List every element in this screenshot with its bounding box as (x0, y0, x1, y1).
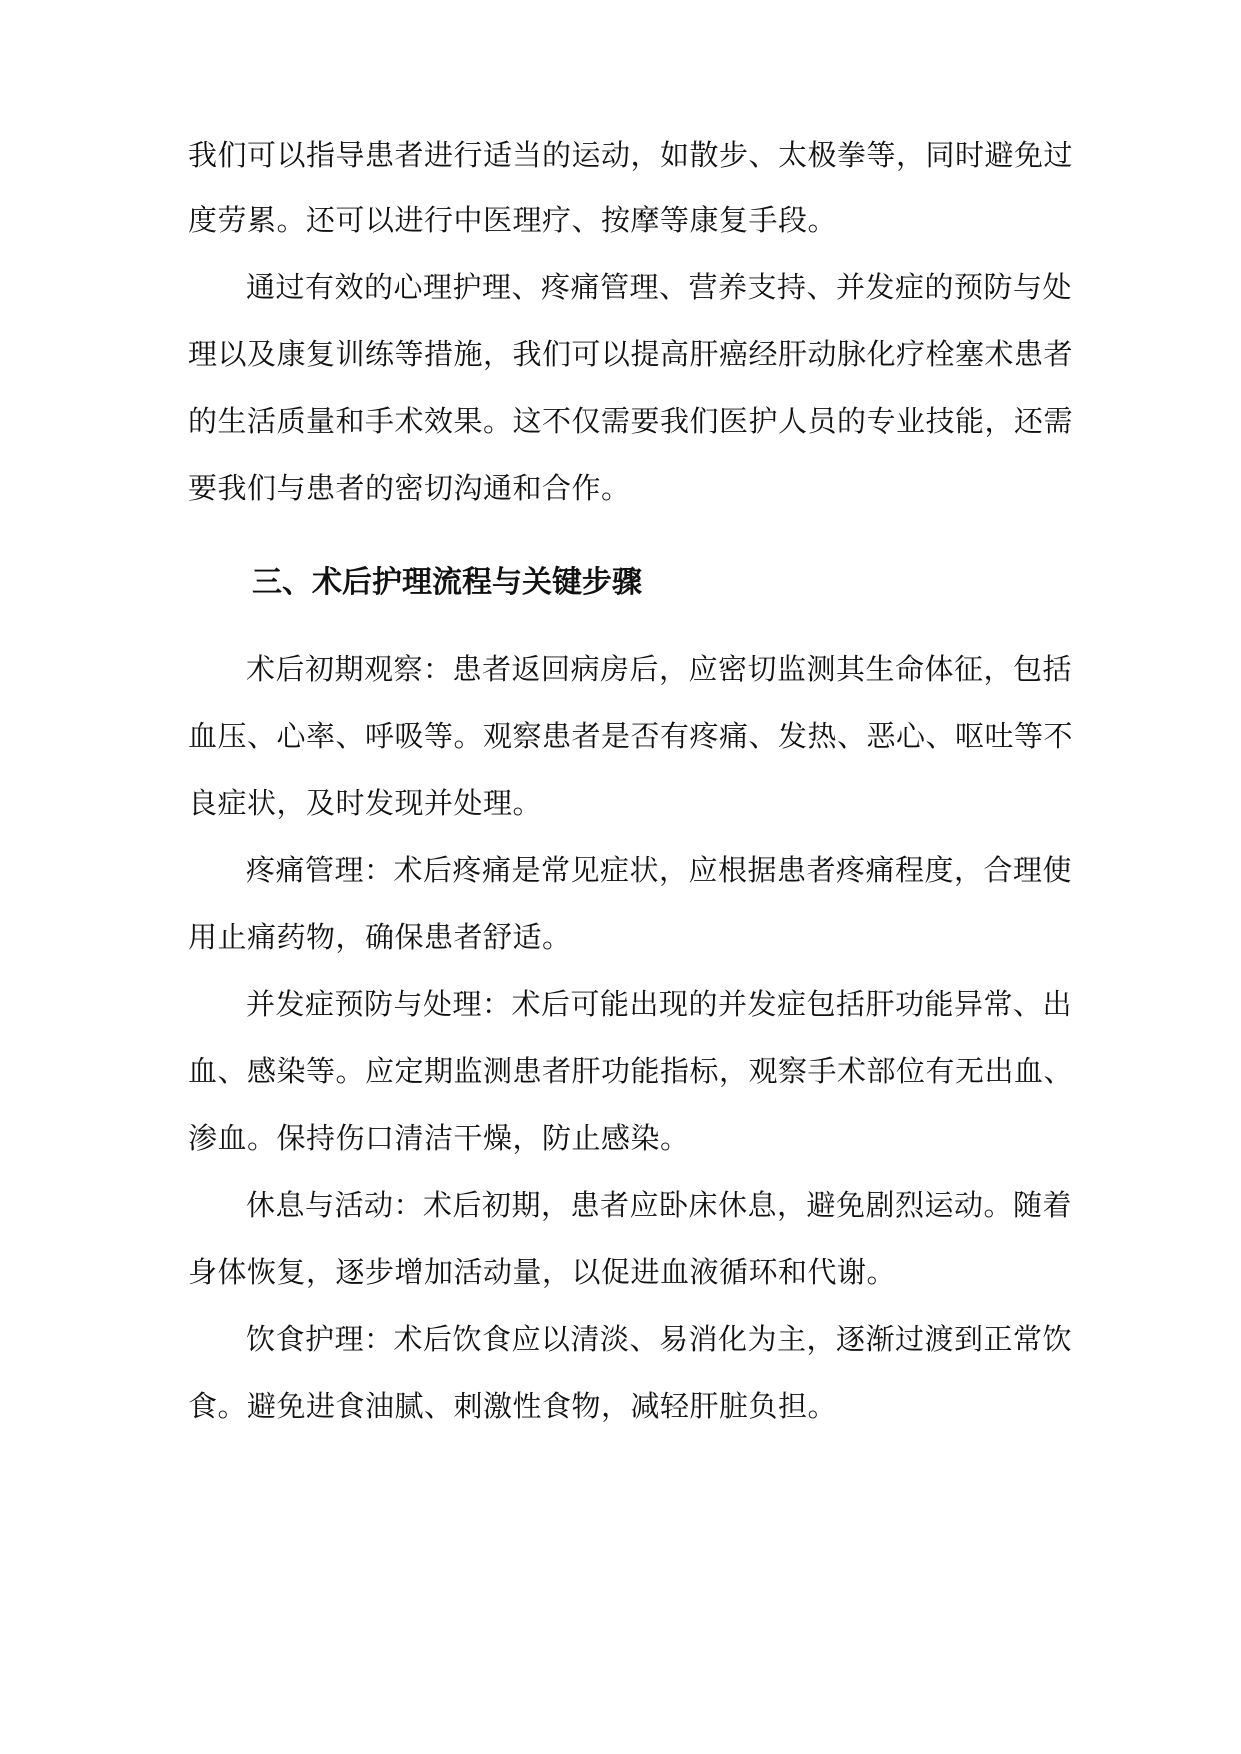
paragraph-line: 理以及康复训练等措施，我们可以提高肝癌经肝动脉化疗栓塞术患者 (188, 337, 1074, 371)
paragraph-line: 休息与活动：术后初期，患者应卧床休息，避免剧烈运动。随着 (246, 1188, 1073, 1222)
paragraph-line: 并发症预防与处理：术后可能出现的并发症包括肝功能异常、出 (246, 987, 1073, 1021)
paragraph-line: 我们可以指导患者进行适当的运动，如散步、太极拳等，同时避免过 (188, 138, 1074, 172)
paragraph-line: 良症状，及时发现并处理。 (188, 786, 543, 820)
section-heading: 三、术后护理流程与关键步骤 (252, 565, 642, 600)
paragraph-line: 术后初期观察：患者返回病房后，应密切监测其生命体征，包括 (246, 652, 1073, 686)
paragraph-line: 要我们与患者的密切沟通和合作。 (188, 471, 631, 505)
paragraph-line: 血压、心率、呼吸等。观察患者是否有疼痛、发热、恶心、呕吐等不 (188, 719, 1074, 753)
paragraph-line: 饮食护理：术后饮食应以清淡、易消化为主，逐渐过渡到正常饮 (246, 1322, 1073, 1356)
paragraph-line: 通过有效的心理护理、疼痛管理、营养支持、并发症的预防与处 (246, 270, 1073, 304)
paragraph-line: 身体恢复，逐步增加活动量，以促进血液循环和代谢。 (188, 1255, 897, 1289)
paragraph-line: 用止痛药物，确保患者舒适。 (188, 920, 572, 954)
paragraph-line: 食。避免进食油腻、刺激性食物，减轻肝脏负担。 (188, 1389, 838, 1423)
paragraph-line: 渗血。保持伤口清洁干燥，防止感染。 (188, 1121, 690, 1155)
paragraph-line: 疼痛管理：术后疼痛是常见症状，应根据患者疼痛程度，合理使 (246, 853, 1073, 887)
paragraph-line: 血、感染等。应定期监测患者肝功能指标，观察手术部位有无出血、 (188, 1054, 1074, 1088)
paragraph-line: 的生活质量和手术效果。这不仅需要我们医护人员的专业技能，还需 (188, 404, 1074, 438)
paragraph-line: 度劳累。还可以进行中医理疗、按摩等康复手段。 (188, 203, 838, 237)
